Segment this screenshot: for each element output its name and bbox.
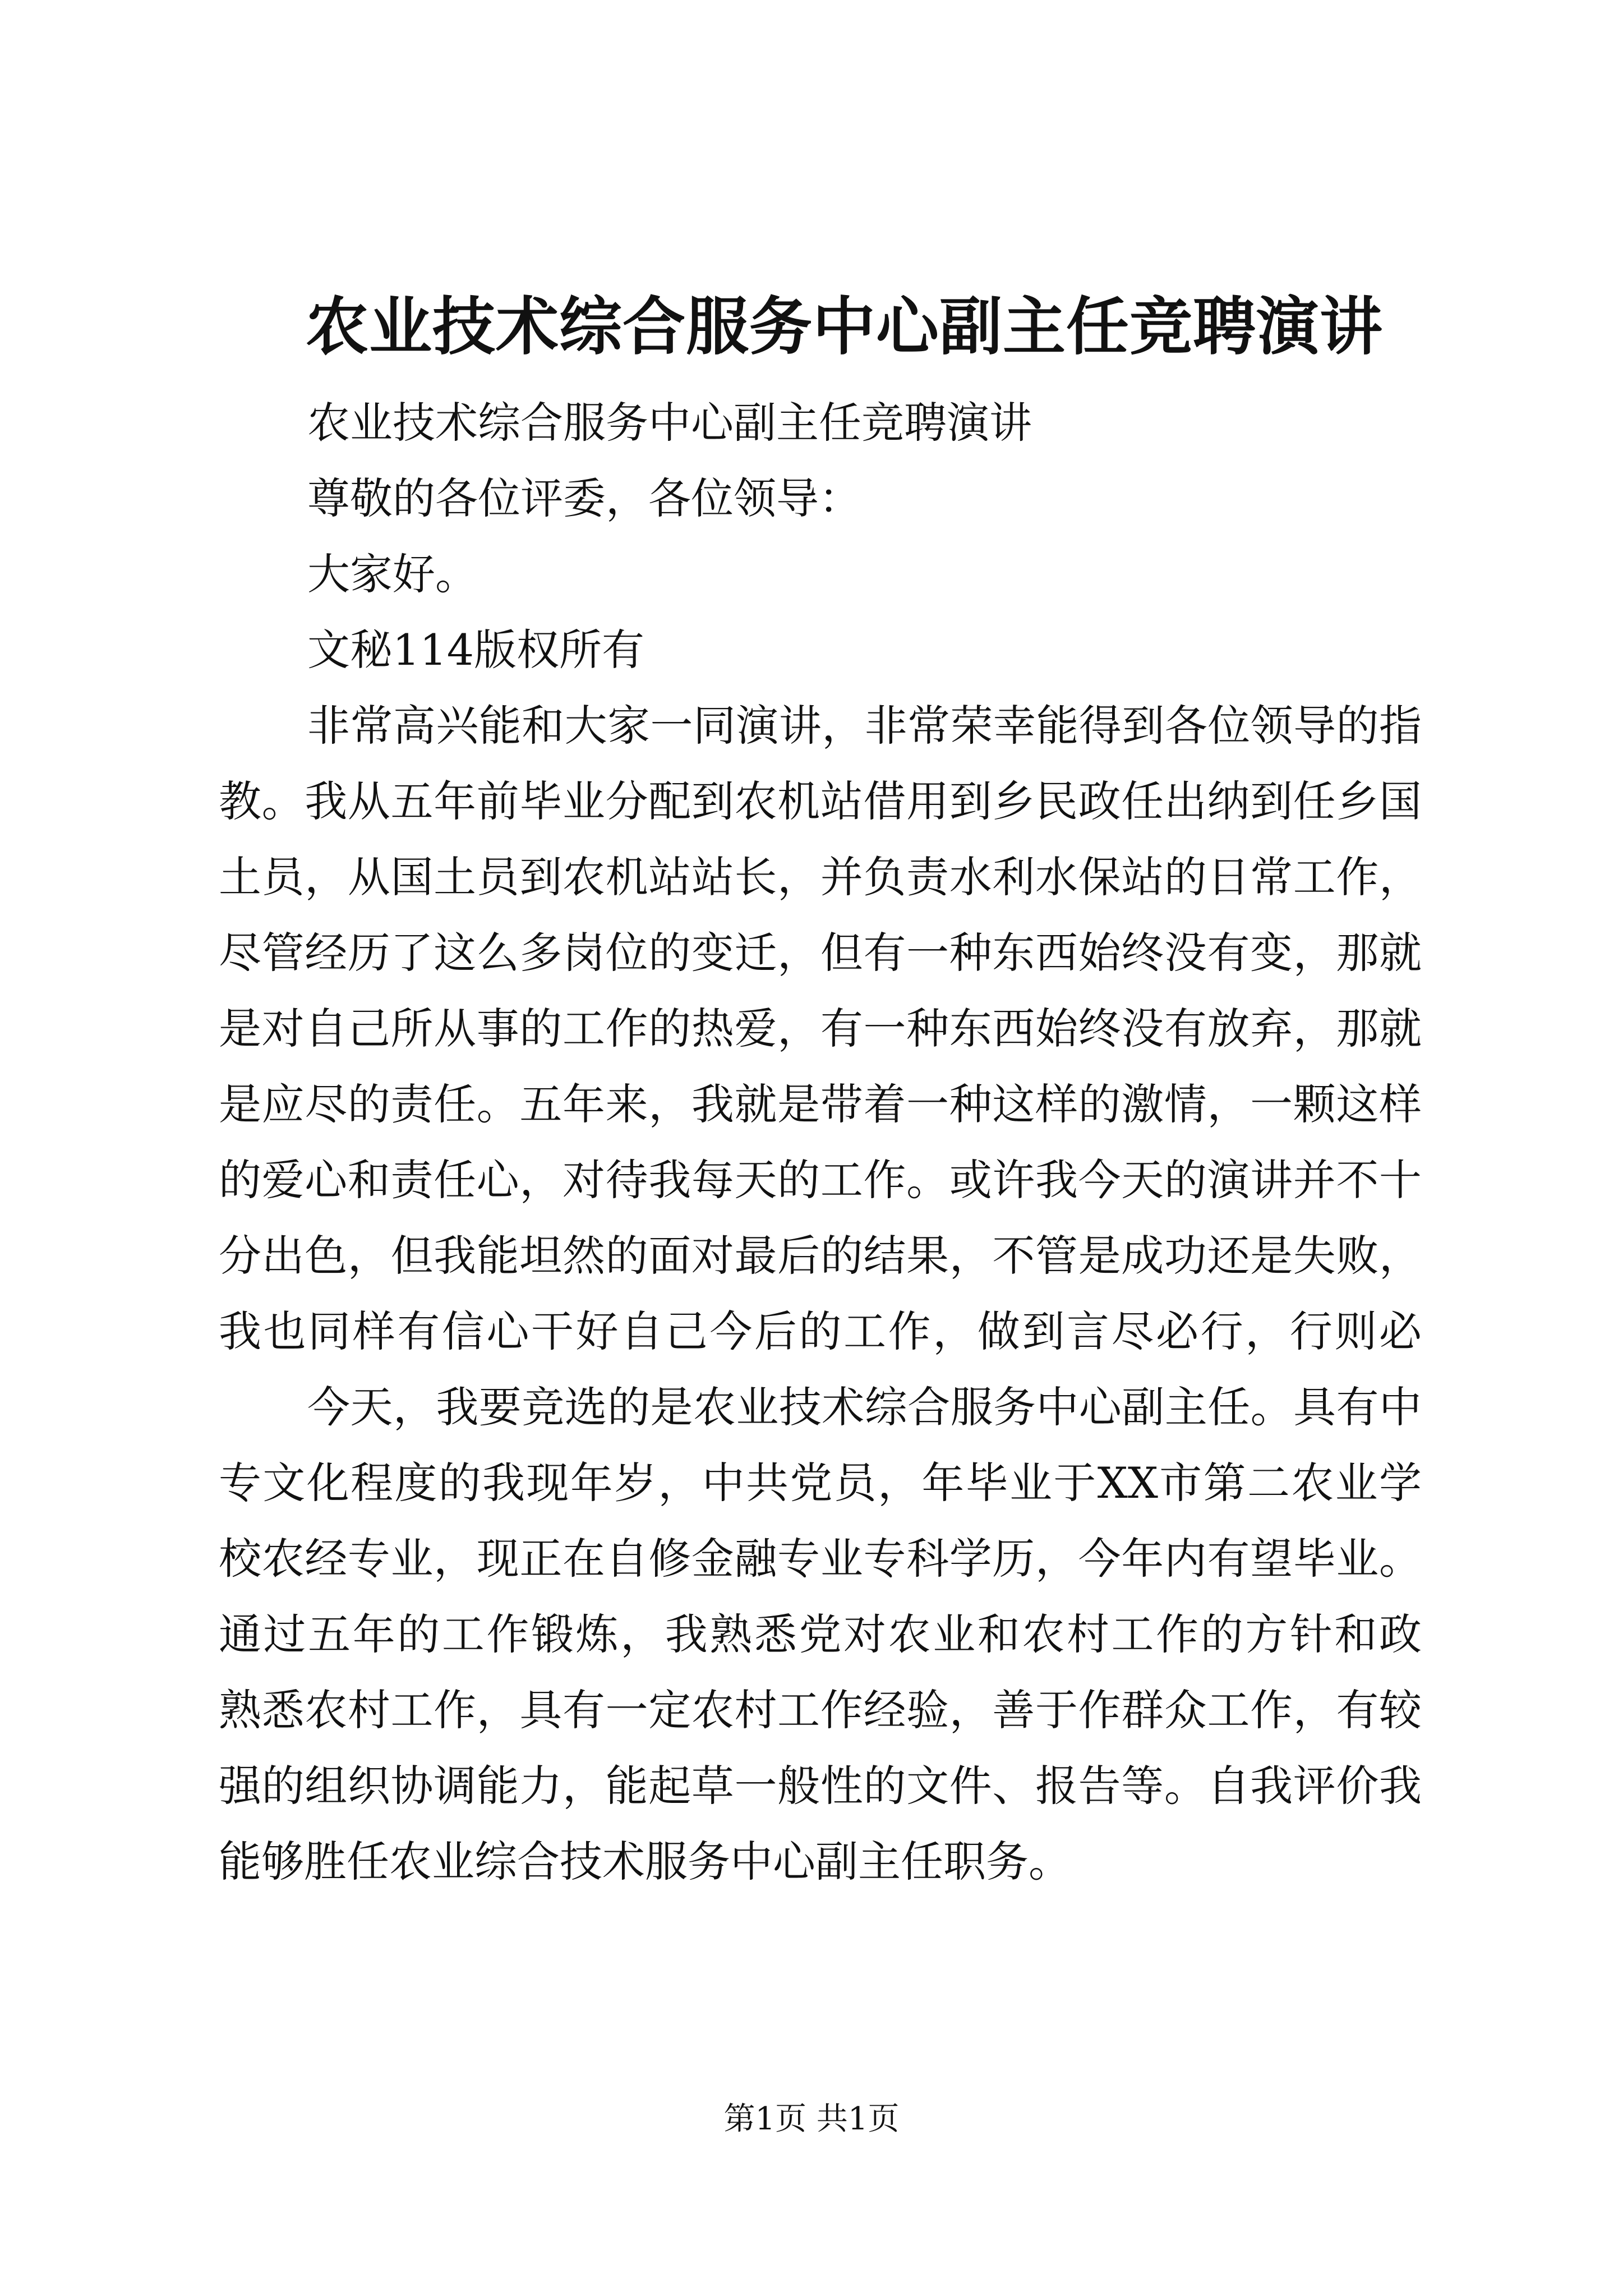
paragraph-line: 是对自己所从事的工作的热爱，有一种东西始终没有放弃，那就 (219, 1004, 1422, 1053)
salutation: 尊敬的各位评委，各位领导： (307, 473, 861, 523)
document-title: 农业技术综合服务中心副主任竞聘演讲 (306, 290, 1383, 364)
paragraph-line: 教。我从五年前毕业分配到农机站借用到乡民政任出纳到任乡国 (219, 776, 1422, 826)
document-subtitle: 农业技术综合服务中心副主任竞聘演讲 (307, 398, 1032, 448)
paragraph-line: 非常高兴能和大家一同演讲，非常荣幸能得到各位领导的指 (307, 701, 1422, 751)
paragraph-line: 熟悉农村工作，具有一定农村工作经验，善于作群众工作，有较 (219, 1685, 1422, 1735)
paragraph-1 (219, 688, 1422, 1369)
document-body (219, 385, 1422, 1899)
paragraph-line: 校农经专业，现正在自修金融专业专科学历，今年内有望毕业。 (219, 1534, 1422, 1584)
paragraph-line: 是应尽的责任。五年来，我就是带着一种这样的激情，一颗这样 (219, 1079, 1422, 1129)
page-footer: 第1页 共1页 (723, 2101, 900, 2137)
paragraph-line: 分出色，但我能坦然的面对最后的结果，不管是成功还是失败， (219, 1231, 1422, 1281)
paragraph-line: 今天，我要竞选的是农业技术综合服务中心副主任。具有中 (307, 1382, 1422, 1432)
paragraph-line: 专文化程度的我现年岁，中共党员，年毕业于XX市第二农业学 (219, 1458, 1422, 1508)
paragraph-line: 我也同样有信心干好自己今后的工作，做到言尽必行，行则必 (219, 1306, 1422, 1356)
paragraph-2 (219, 1369, 1422, 1899)
paragraph-line: 土员，从国土员到农机站站长，并负责水利水保站的日常工作， (219, 852, 1422, 902)
paragraph-line: 能够胜任农业综合技术服务中心副主任职务。 (219, 1837, 1071, 1887)
paragraph-line: 强的组织协调能力，能起草一般性的文件、报告等。自我评价我 (219, 1761, 1422, 1811)
copyright-line: 文秘114版权所有 (307, 625, 645, 675)
paragraph-line: 的爱心和责任心，对待我每天的工作。或许我今天的演讲并不十 (219, 1155, 1422, 1205)
paragraph-line: 尽管经历了这么多岗位的变迁，但有一种东西始终没有变，那就 (219, 928, 1422, 978)
paragraph-line: 通过五年的工作锻炼，我熟悉党对农业和农村工作的方针和政 (219, 1609, 1422, 1659)
greeting: 大家好。 (307, 549, 478, 599)
